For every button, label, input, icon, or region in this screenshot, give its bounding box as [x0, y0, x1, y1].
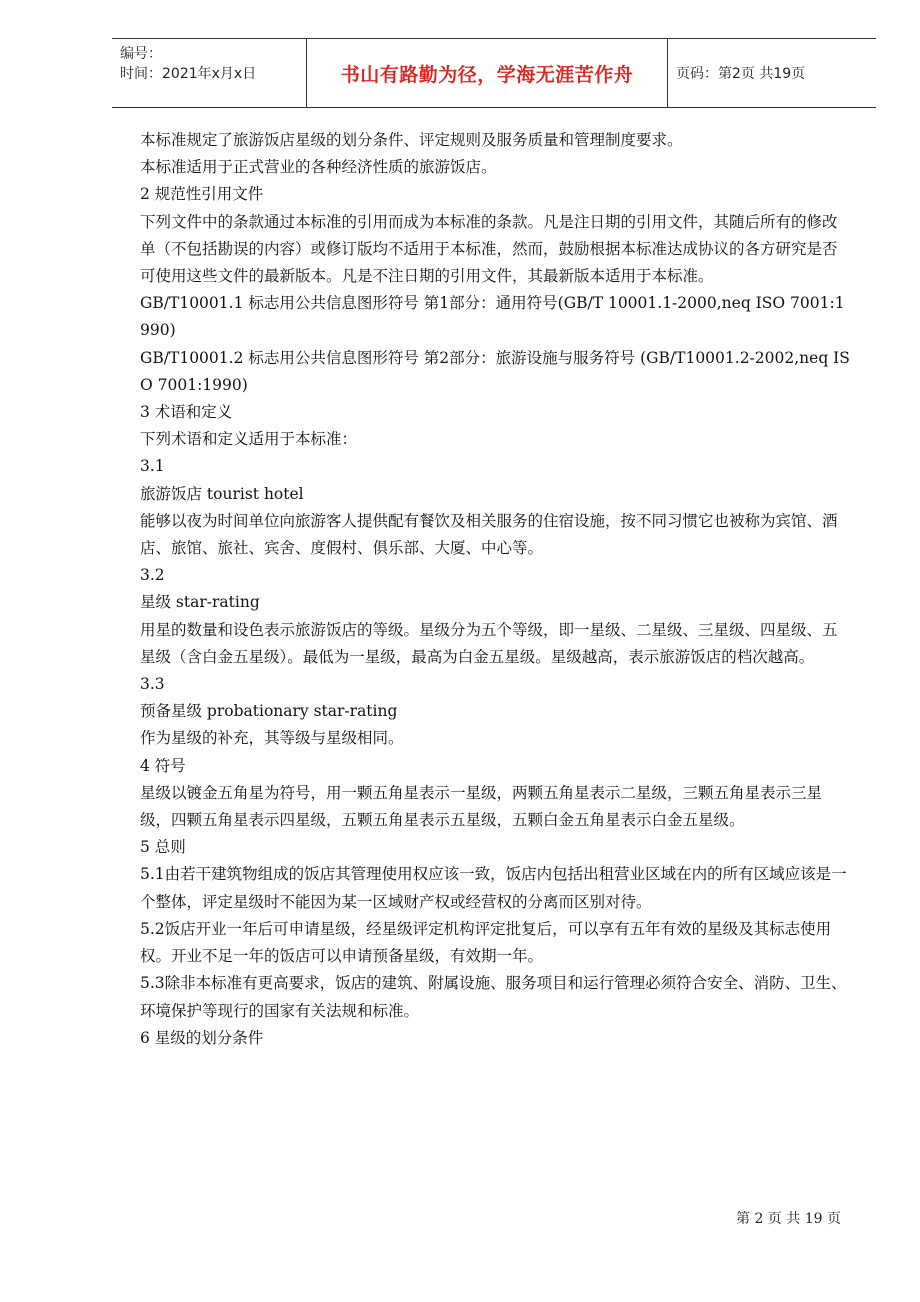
header-page-cell	[668, 39, 876, 107]
term-title: 星级 star-rating	[140, 593, 260, 612]
paragraph: 5.2饭店开业一年后可申请星级，经星级评定机构评定批复后，可以享有五年有效的星级及其标志使用权。开业不足一年的饭店可以申请预备星级，有效期一年。	[140, 919, 832, 966]
paragraph: 5.3除非本标准有更高要求，饭店的建筑、附属设施、服务项目和运行管理必须符合安全、消防、卫生、环境保护等现行的国家有关法规和标准。	[140, 974, 847, 1020]
section-heading: 6 星级的划分条件	[140, 1028, 264, 1047]
paragraph: 作为星级的补充，其等级与星级相同。	[140, 729, 404, 748]
term-title: 预备星级 probationary star-rating	[140, 702, 398, 721]
paragraph: 下列术语和定义适用于本标准：	[140, 430, 358, 449]
header-page-number: 页码：第2页 共19页	[676, 66, 806, 82]
section-heading: 5 总则	[140, 838, 186, 857]
page-footer	[736, 1208, 841, 1228]
footer-page-number: 第 2 页 共 19 页	[736, 1211, 841, 1227]
reference-item: GB/T10001.1 标志用公共信息图形符号 第1部分：通用符号(GB/T 10001.1-2000,neq ISO 7001:1990)	[140, 294, 845, 340]
section-heading: 4 符号	[140, 756, 186, 775]
paragraph: 本标准规定了旅游饭店星级的划分条件、评定规则及服务质量和管理制度要求。	[140, 131, 683, 149]
subsection-number: 3.2	[140, 566, 165, 585]
section-heading: 3 术语和定义	[140, 403, 233, 422]
subsection-number: 3.1	[140, 457, 165, 476]
section-heading: 2 规范性引用文件	[140, 185, 264, 204]
term-title: 旅游饭店 tourist hotel	[140, 484, 304, 503]
document-time: 时间：2021年x月x日	[120, 66, 257, 82]
motto-text: 书山有路勤为径，学海无涯苦作舟	[340, 63, 634, 86]
reference-item: GB/T10001.2 标志用公共信息图形符号 第2部分：旅游设施与服务符号 (GB/T10001.2-2002,neq ISO 7001:1990)	[140, 348, 850, 394]
paragraph: 用星的数量和设色表示旅游饭店的等级。星级分为五个等级，即一星级、二星级、三星级、四星级、五星级（含白金五星级）。最低为一星级，最高为白金五星级。星级越高，表示旅游饭店的档次越高。	[140, 620, 838, 666]
document-body	[140, 127, 852, 1052]
header-motto-cell	[307, 39, 668, 107]
paragraph: 星级以镀金五角星为符号，用一颗五角星表示一星级，两颗五角星表示二星级，三颗五角星表示三星级，四颗五角星表示四星级，五颗五角星表示五星级，五颗白金五角星表示白金五星级。	[140, 783, 823, 830]
header-meta	[112, 39, 307, 107]
paragraph: 能够以夜为时间单位向旅游客人提供配有餐饮及相关服务的住宿设施，按不同习惯它也被称为宾馆、酒店、旅馆、旅社、宾舍、度假村、俱乐部、大厦、中心等。	[140, 511, 838, 558]
paragraph: 5.1由若干建筑物组成的饭店其管理使用权应该一致，饭店内包括出租营业区域在内的所有区域应该是一个整体，评定星级时不能因为某一区域财产权或经营权的分离而区别对待。	[140, 865, 847, 911]
subsection-number: 3.3	[140, 675, 165, 694]
document-number: 编号：	[120, 46, 162, 62]
page-header	[112, 38, 876, 108]
paragraph: 本标准适用于正式营业的各种经济性质的旅游饭店。	[140, 158, 497, 177]
paragraph: 下列文件中的条款通过本标准的引用而成为本标准的条款。凡是注日期的引用文件，其随后所有的修改单（不包括勘误的内容）或修订版均不适用于本标准，然而，鼓励根据本标准达成协议的各方研究是否可使用这些文件的最新版本。凡是不注日期的引用文件，其最新版本适用于本标准。	[140, 212, 838, 286]
